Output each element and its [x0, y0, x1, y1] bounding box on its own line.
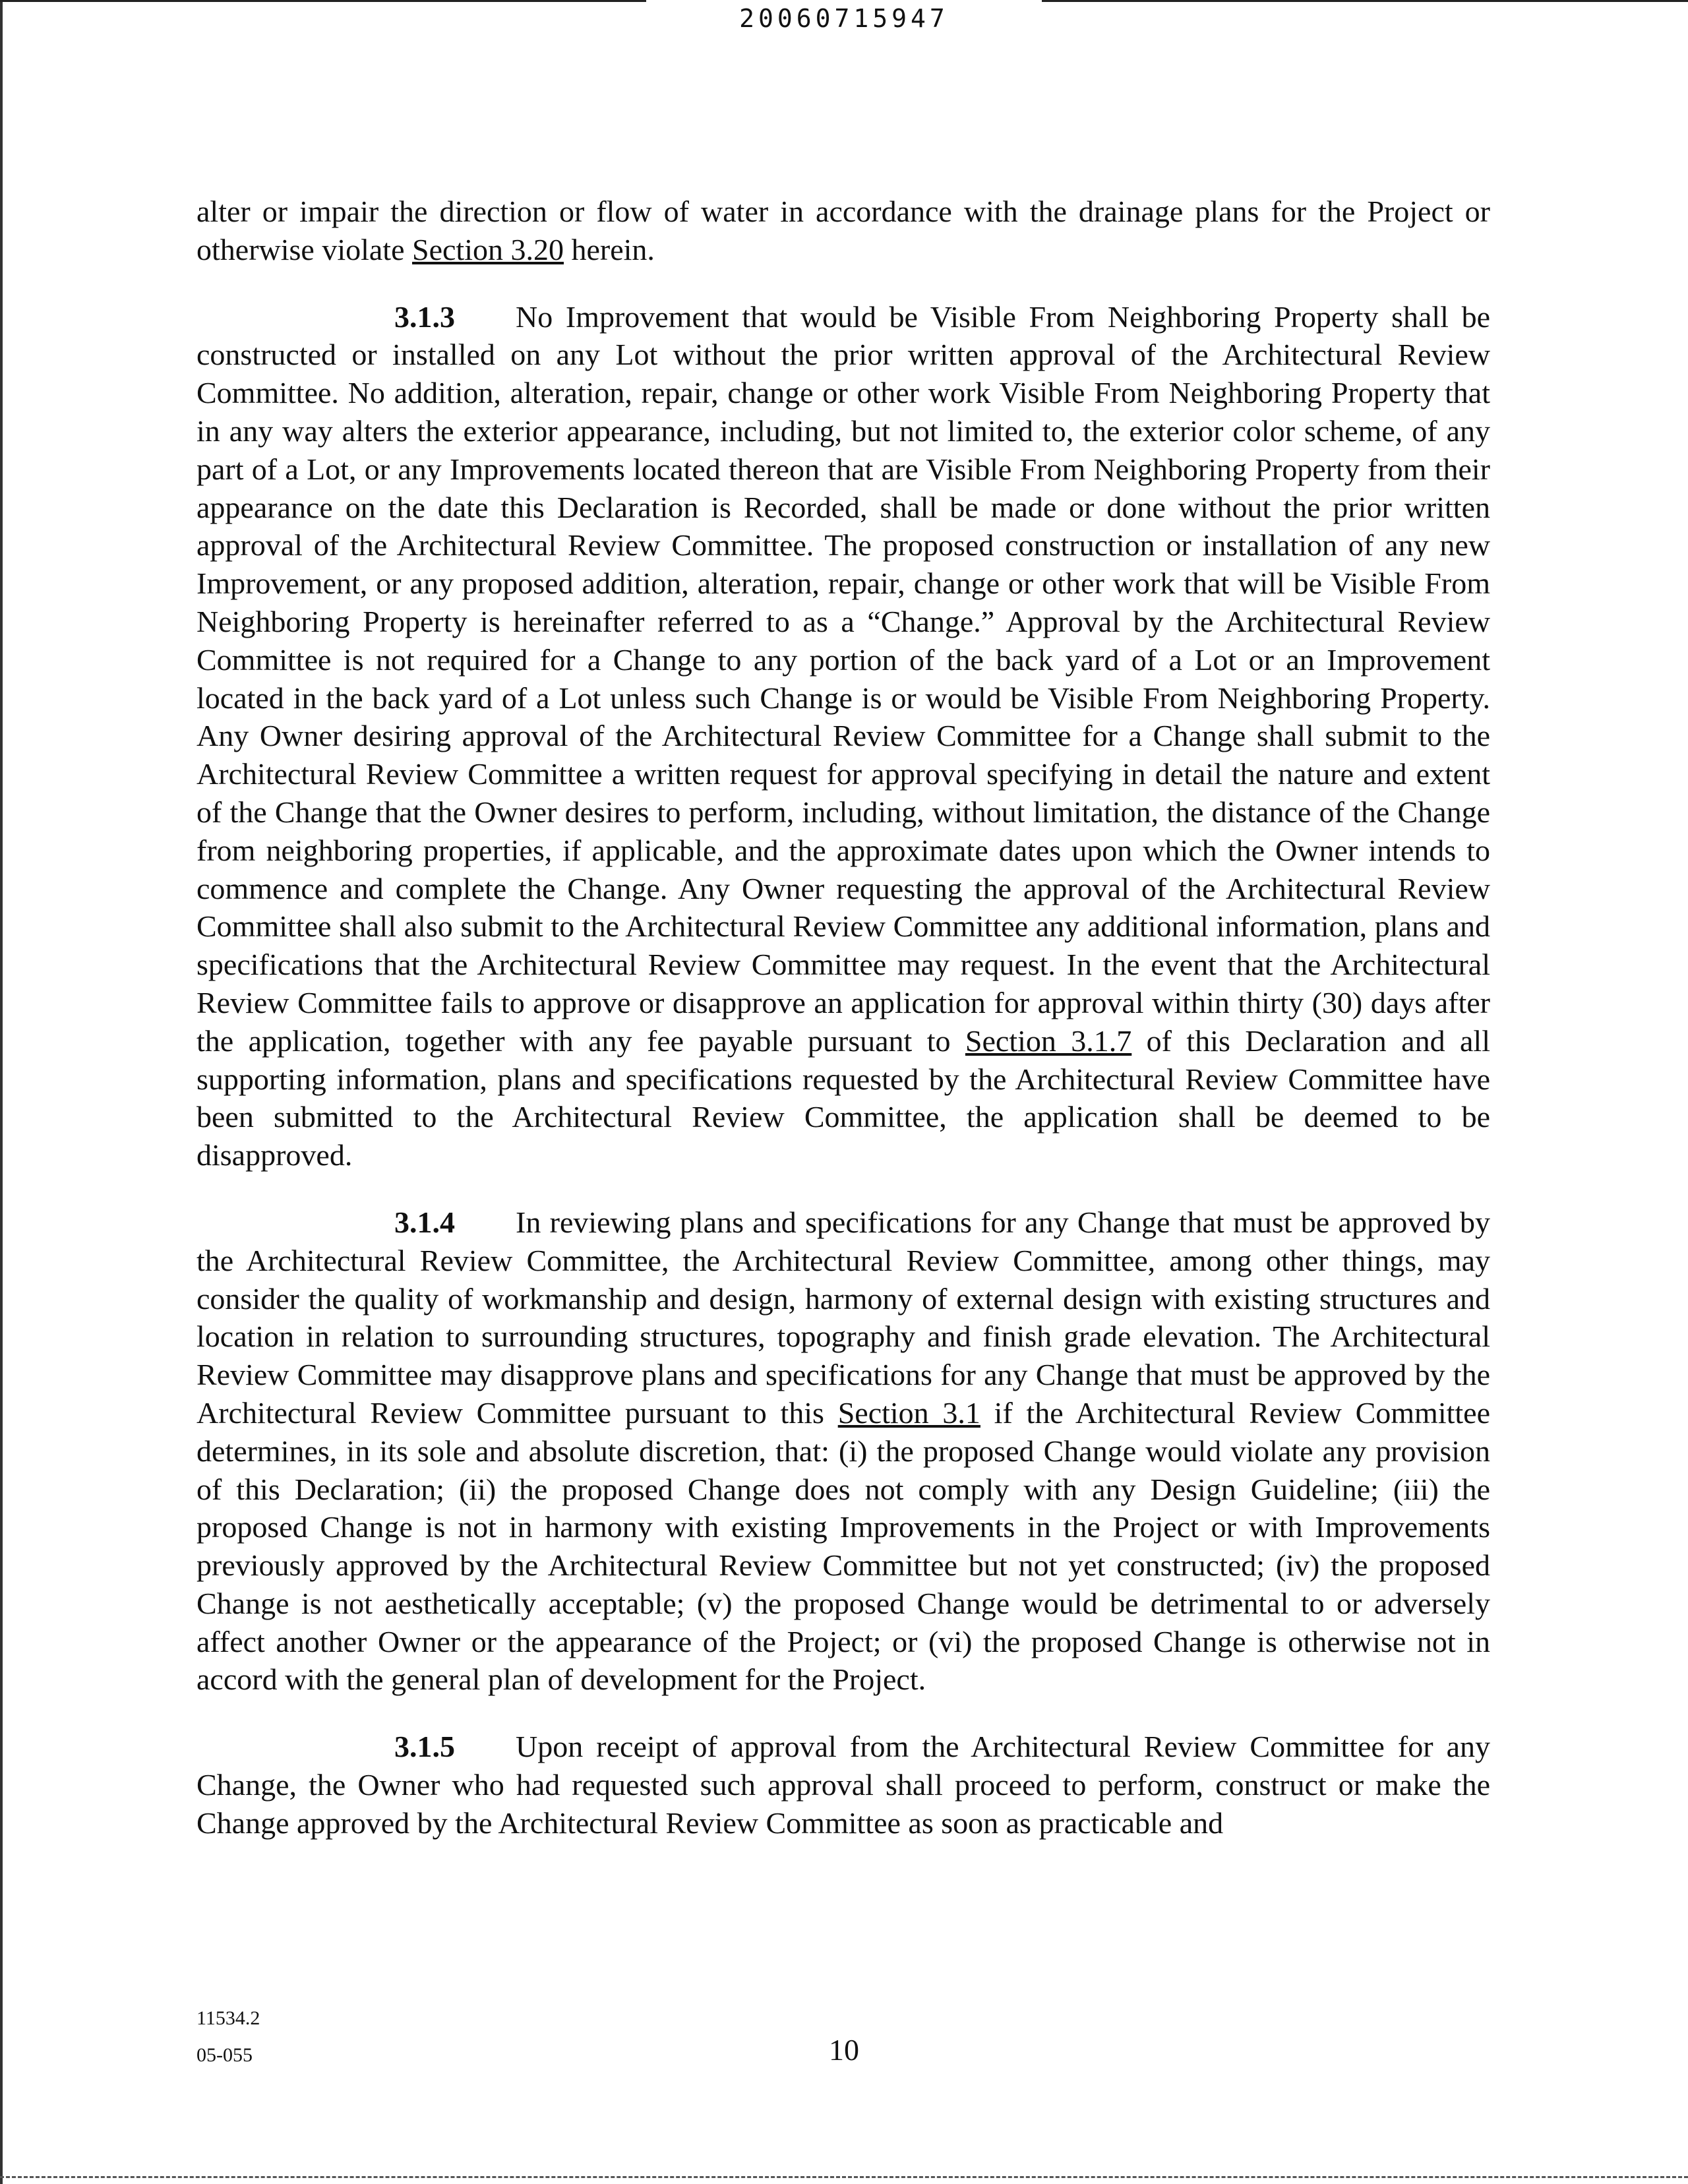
document-body	[196, 193, 1490, 1871]
document-number: 20060715947	[739, 4, 949, 33]
section-number: 3.1.4	[394, 1205, 455, 1239]
footer-matter-code: 05-055	[196, 2044, 253, 2066]
section-reference: Section 3.1	[837, 1395, 980, 1430]
paragraph-text: herein.	[564, 232, 655, 266]
section-reference: Section 3.20	[412, 232, 564, 266]
footer-document-code: 11534.2	[196, 2007, 260, 2029]
paragraph-text: In reviewing plans and specifications for any Change that must be approved by the Architectural Review Committee, the Architectural Review Committee, among other things, may consider the quality of workmanship and design, harmony of external design with existing structures and location in relation to surrounding structures, topography and finish grade elevation. The Architectural Review Committee may disapprove plans and specifications for any Change that must be approved by the Architectural Review Committee pursuant to this	[196, 1205, 1490, 1430]
header-rule-left	[0, 0, 646, 2]
paragraph-3-1-5	[196, 1728, 1490, 1842]
paragraph-text: No Improvement that would be Visible From Neighboring Property shall be constructed or installed on any Lot without the prior written approval of the Architectural Review Committee. No addition, alteration, repair, change or other work Visible From Neighboring Property that in any way alters the exterior appearance, including, but not limited to, the exterior color scheme, of any part of a Lot, or any Improvements located thereon that are Visible From Neighboring Property from their appearance on the date this Declaration is Recorded, shall be made or done without the prior written approval of the Architectural Review Committee. The proposed construction or installation of any new Improvement, or any proposed addition, alteration, repair, change or other work that will be Visible From Neighboring Property is hereinafter referred to as a “Change.” Approval by the Architectural Review Committee is not required for a Change to any portion of the back yard of a Lot or an Improvement located in the back yard of a Lot unless such Change is or would be Visible From Neighboring Property. Any Owner desiring approval of the Architectural Review Committee for a Change shall submit to the Architectural Review Committee a written request for approval specifying in detail the nature and extent of the Change that the Owner desires to perform, including, without limitation, the distance of the Change from neighboring properties, if applicable, and the approximate dates upon which the Owner intends to commence and complete the Change. Any Owner requesting the approval of the Architectural Review Committee shall also submit to the Architectural Review Committee any additional information, plans and specifications that the Architectural Review Committee may request. In the event that the Architectural Review Committee fails to approve or disapprove an application for approval within thirty (30) days after the application, together with any fee payable pursuant to	[196, 299, 1490, 1058]
paragraph-text: if the Architectural Review Committee determines, in its sole and absolute discretion, that: (i) the proposed Change would violate any provision of this Declaration; (ii) the proposed Change does not comply with any Design Guideline; (iii) the proposed Change is not in harmony with existing Improvements in the Project or with Improvements previously approved by the Architectural Review Committee but not yet constructed; (iv) the proposed Change is not aesthetically acceptable; (v) the proposed Change would be detrimental to or adversely affect another Owner or the appearance of the Project; or (vi) the proposed Change is otherwise not in accord with the general plan of development for the Project.	[196, 1395, 1490, 1697]
section-number: 3.1.5	[394, 1730, 455, 1764]
header-rule-right	[1042, 0, 1688, 2]
paragraph-3-1-4	[196, 1203, 1490, 1699]
scan-bottom-edge	[0, 2176, 1688, 2178]
paragraph-text: of this Declaration and all supporting information, plans and specifications requested by the Architectural Review Committee have been submitted to the Architectural Review Committee, the application shall be deemed to be disapproved.	[196, 1023, 1490, 1172]
page-number: 10	[829, 2033, 859, 2067]
scan-left-edge	[0, 0, 3, 2184]
paragraph-text: Upon receipt of approval from the Architectural Review Committee for any Change, the Owner who had requested such approval shall proceed to perform, construct or make the Change approved by the Architectural Review Committee as soon as practicable and	[196, 1730, 1490, 1840]
section-number: 3.1.3	[394, 299, 455, 334]
paragraph-text: alter or impair the direction or flow of water in accordance with the drainage plans for the Project or otherwise violate	[196, 195, 1490, 266]
paragraph-continuation	[196, 193, 1490, 269]
section-reference: Section 3.1.7	[965, 1023, 1132, 1058]
paragraph-3-1-3	[196, 298, 1490, 1174]
